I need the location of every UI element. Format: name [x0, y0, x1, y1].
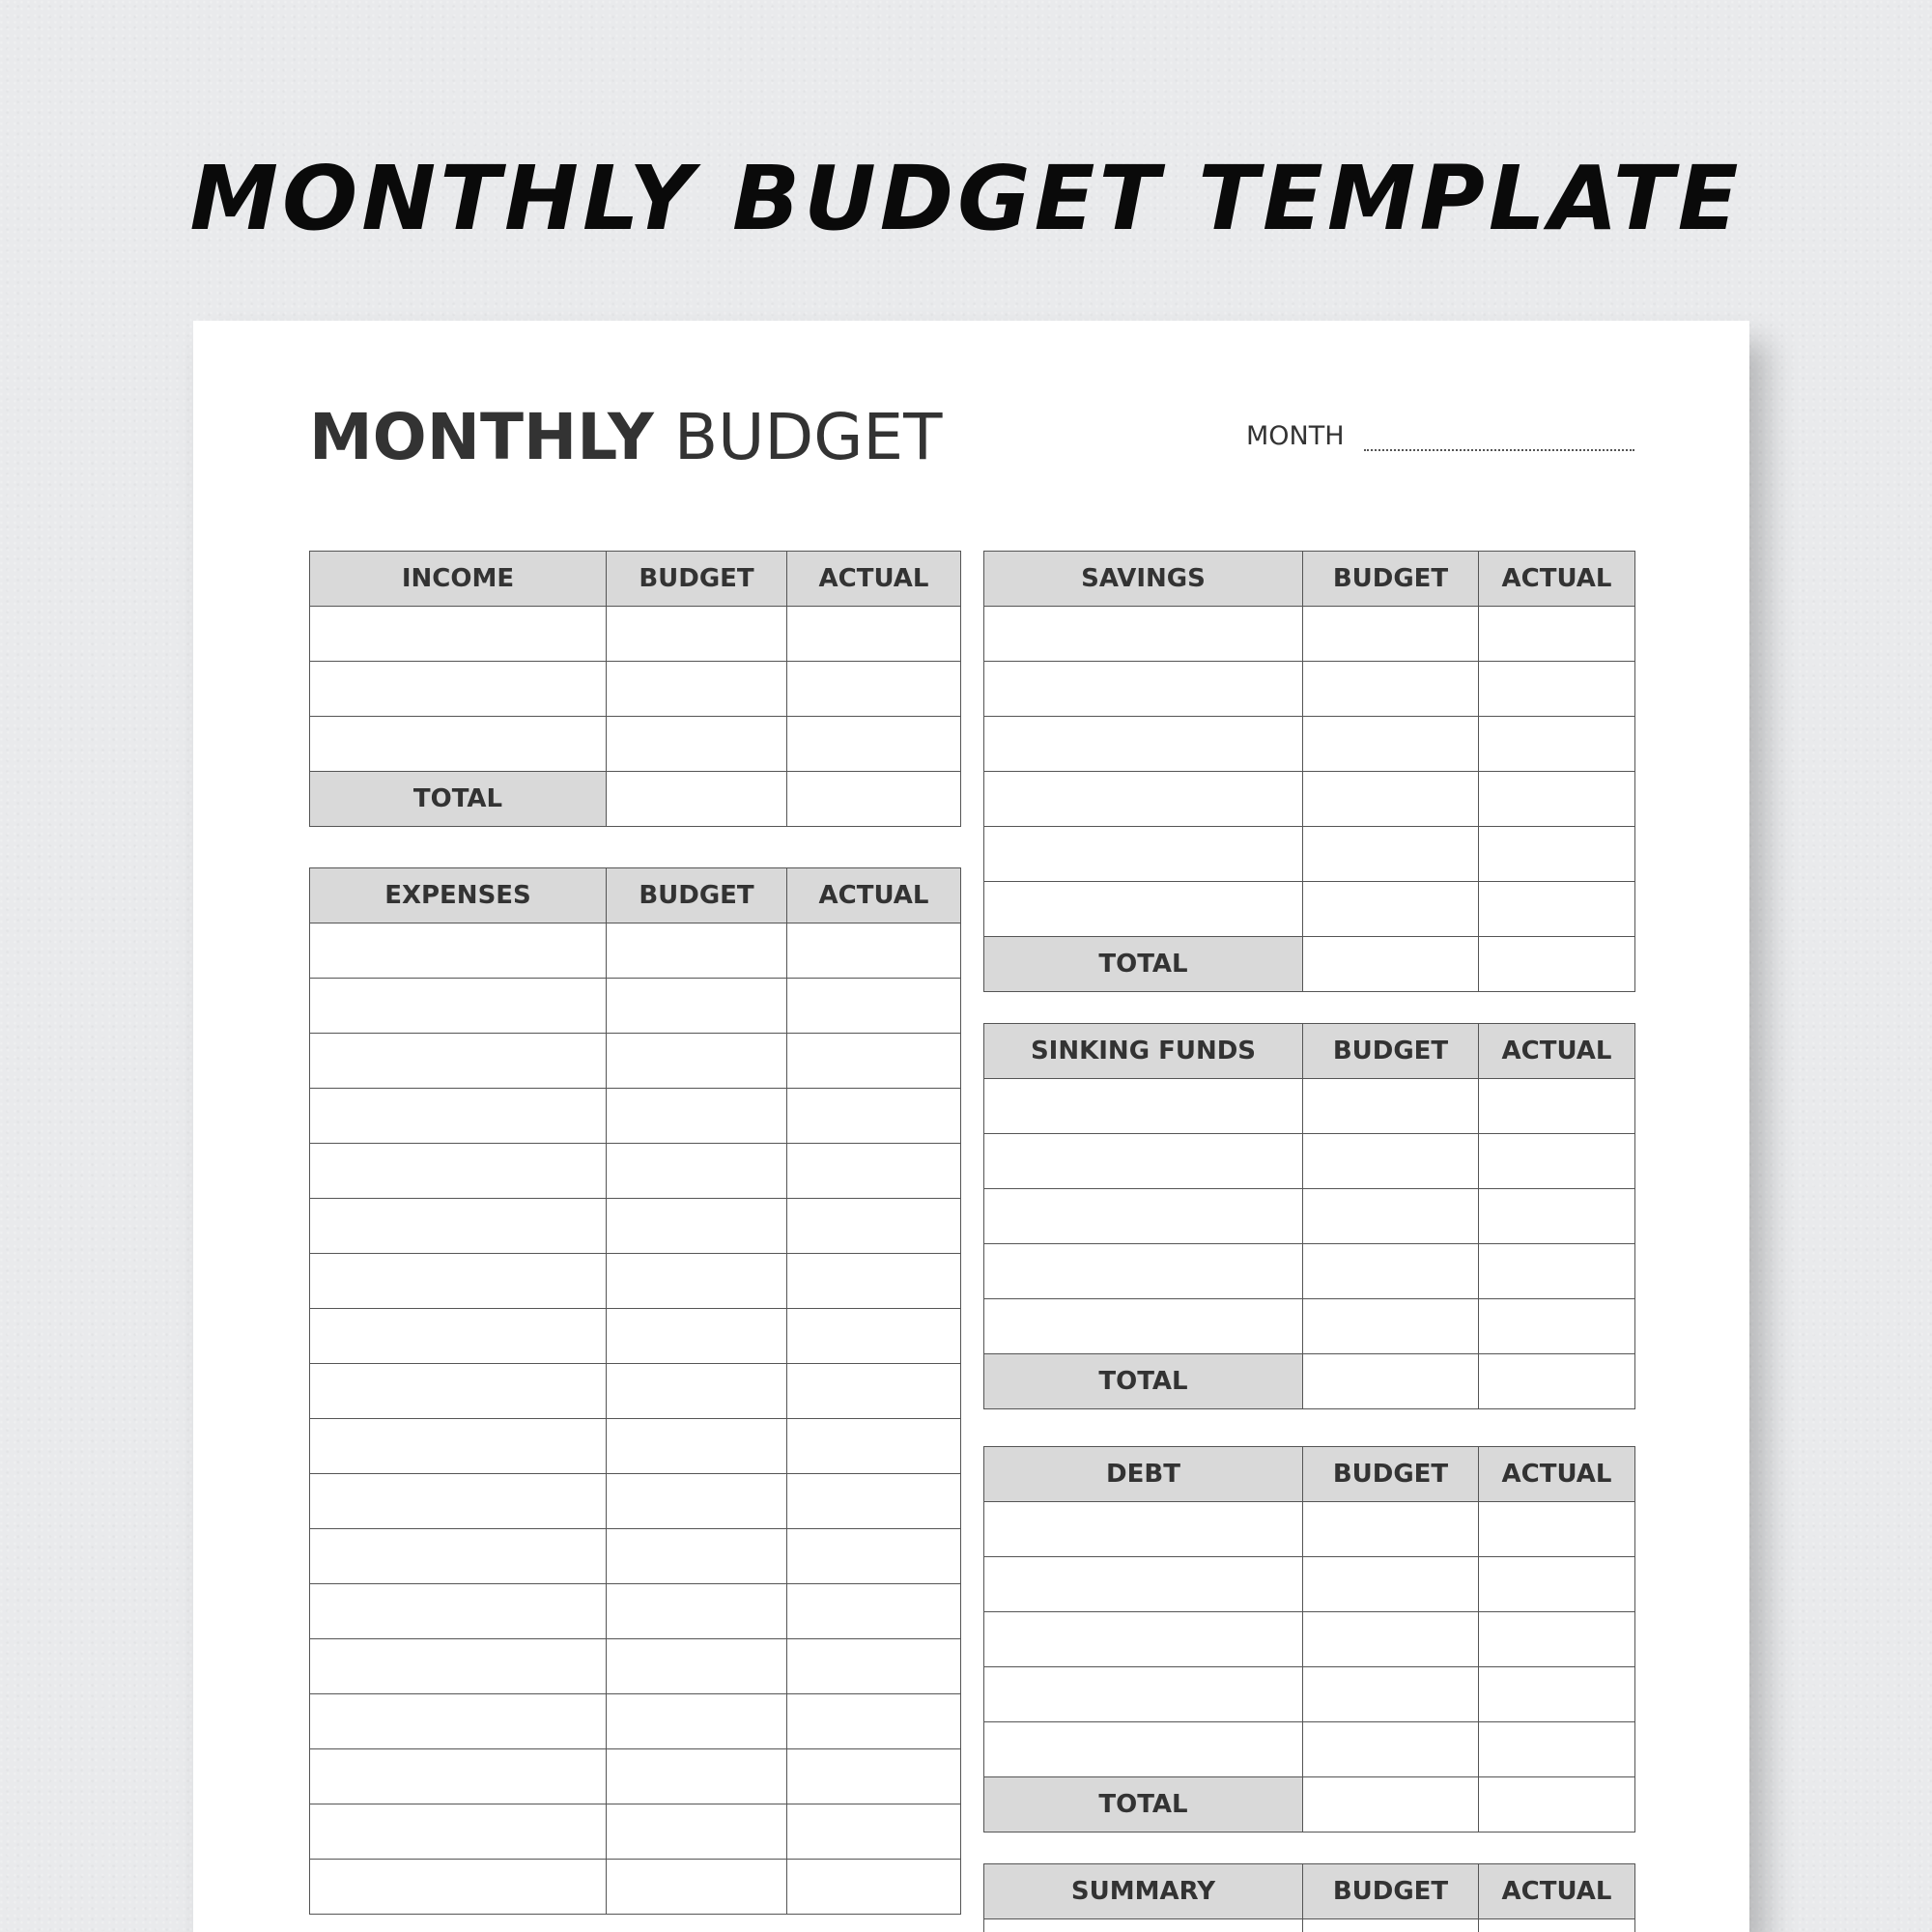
- table-row: [984, 1244, 1635, 1299]
- item-cell[interactable]: [310, 923, 607, 979]
- table-row: [310, 1639, 961, 1694]
- actual-column-header: ACTUAL: [1479, 1447, 1635, 1502]
- actual-cell[interactable]: [1479, 1299, 1635, 1354]
- actual-cell[interactable]: [787, 1144, 961, 1199]
- actual-cell[interactable]: [787, 1364, 961, 1419]
- table-row: [984, 1919, 1635, 1932]
- budget-column-header: BUDGET: [607, 552, 787, 607]
- table-row: [310, 1089, 961, 1144]
- actual-cell[interactable]: [787, 1639, 961, 1694]
- item-cell[interactable]: [984, 772, 1303, 827]
- item-cell[interactable]: [310, 662, 607, 717]
- table-row: [984, 607, 1635, 662]
- budget-column-header: BUDGET: [1303, 1024, 1479, 1079]
- table-row: [310, 979, 961, 1034]
- actual-cell[interactable]: [1479, 607, 1635, 662]
- expenses-table: [309, 867, 961, 1915]
- table-row: [310, 1749, 961, 1804]
- total-actual-cell[interactable]: [1479, 937, 1635, 992]
- item-cell[interactable]: [310, 1749, 607, 1804]
- table-row: [310, 607, 961, 662]
- item-cell[interactable]: [310, 979, 607, 1034]
- budget-cell[interactable]: [1303, 1134, 1479, 1189]
- summary-title: SUMMARY: [984, 1864, 1303, 1919]
- table-row: [984, 1612, 1635, 1667]
- actual-cell[interactable]: [787, 1089, 961, 1144]
- sinking-funds-table: [983, 1023, 1635, 1409]
- table-row: [984, 1299, 1635, 1354]
- table-row: [310, 1584, 961, 1639]
- budget-cell[interactable]: [607, 1419, 787, 1474]
- item-cell[interactable]: [984, 717, 1303, 772]
- item-cell[interactable]: [310, 1694, 607, 1749]
- summary-table: [983, 1863, 1635, 1932]
- actual-cell[interactable]: [1479, 1244, 1635, 1299]
- item-cell[interactable]: [984, 1079, 1303, 1134]
- table-row: [310, 1364, 961, 1419]
- table-row: [310, 1694, 961, 1749]
- table-row: [310, 1860, 961, 1915]
- table-row: [984, 1667, 1635, 1722]
- table-header-row: [984, 552, 1635, 607]
- sheet-heading-light: BUDGET: [673, 400, 943, 474]
- savings-table: [983, 551, 1635, 992]
- table-row: [310, 1419, 961, 1474]
- month-label: MONTH: [1246, 421, 1345, 451]
- table-header-row: [984, 1447, 1635, 1502]
- table-row: [310, 923, 961, 979]
- table-row: [984, 827, 1635, 882]
- actual-cell[interactable]: [1479, 1667, 1635, 1722]
- budget-cell[interactable]: [607, 717, 787, 772]
- income-table: [309, 551, 961, 827]
- actual-cell[interactable]: [787, 1749, 961, 1804]
- budget-cell[interactable]: [607, 1144, 787, 1199]
- actual-cell[interactable]: [1479, 1502, 1635, 1557]
- item-cell[interactable]: [984, 1134, 1303, 1189]
- budget-sheet: [193, 321, 1749, 1932]
- table-row: [984, 1189, 1635, 1244]
- debt-title: DEBT: [984, 1447, 1303, 1502]
- item-cell[interactable]: [310, 1254, 607, 1309]
- actual-cell[interactable]: [1479, 1134, 1635, 1189]
- total-label: TOTAL: [310, 772, 607, 827]
- budget-cell[interactable]: [1303, 607, 1479, 662]
- item-cell[interactable]: [984, 827, 1303, 882]
- budget-cell[interactable]: [1303, 1722, 1479, 1777]
- table-row: [310, 1199, 961, 1254]
- table-row: [984, 1722, 1635, 1777]
- budget-cell[interactable]: [607, 1199, 787, 1254]
- budget-cell[interactable]: [607, 979, 787, 1034]
- sheet-heading-bold: MONTHLY: [309, 400, 654, 474]
- budget-cell[interactable]: [1303, 1244, 1479, 1299]
- item-cell[interactable]: [310, 607, 607, 662]
- budget-cell[interactable]: [1303, 1557, 1479, 1612]
- item-cell[interactable]: [310, 1364, 607, 1419]
- budget-cell[interactable]: [607, 1749, 787, 1804]
- budget-cell[interactable]: [1303, 827, 1479, 882]
- budget-cell[interactable]: [1303, 1079, 1479, 1134]
- total-row: [984, 1777, 1635, 1833]
- actual-cell[interactable]: [787, 1860, 961, 1915]
- actual-column-header: ACTUAL: [1479, 1864, 1635, 1919]
- actual-cell[interactable]: [1479, 662, 1635, 717]
- budget-cell[interactable]: [1303, 1667, 1479, 1722]
- total-actual-cell[interactable]: [1479, 1354, 1635, 1409]
- table-header-row: [984, 1864, 1635, 1919]
- budget-cell[interactable]: [607, 1860, 787, 1915]
- budget-cell[interactable]: [607, 923, 787, 979]
- table-row: [310, 662, 961, 717]
- table-row: [984, 717, 1635, 772]
- actual-cell[interactable]: [787, 1034, 961, 1089]
- total-row: [984, 937, 1635, 992]
- actual-cell[interactable]: [787, 1254, 961, 1309]
- actual-cell[interactable]: [787, 717, 961, 772]
- budget-cell[interactable]: [607, 1364, 787, 1419]
- item-cell[interactable]: [310, 1309, 607, 1364]
- table-row: [310, 1034, 961, 1089]
- budget-cell[interactable]: [1303, 717, 1479, 772]
- budget-cell[interactable]: [607, 1529, 787, 1584]
- budget-cell[interactable]: [1303, 1299, 1479, 1354]
- table-row: [310, 1804, 961, 1860]
- actual-cell[interactable]: [1479, 1079, 1635, 1134]
- table-row: [984, 1134, 1635, 1189]
- total-row: [310, 772, 961, 827]
- item-cell[interactable]: [310, 1860, 607, 1915]
- actual-cell[interactable]: [787, 1804, 961, 1860]
- item-cell[interactable]: [310, 1584, 607, 1639]
- table-header-row: [984, 1024, 1635, 1079]
- actual-cell[interactable]: [787, 1419, 961, 1474]
- budget-cell[interactable]: [607, 1309, 787, 1364]
- item-cell[interactable]: [984, 1919, 1303, 1932]
- actual-cell[interactable]: [1479, 772, 1635, 827]
- total-budget-cell[interactable]: [1303, 1354, 1479, 1409]
- budget-cell[interactable]: [607, 1804, 787, 1860]
- savings-title: SAVINGS: [984, 552, 1303, 607]
- budget-cell[interactable]: [1303, 772, 1479, 827]
- item-cell[interactable]: [984, 1244, 1303, 1299]
- table-header-row: [310, 552, 961, 607]
- actual-cell[interactable]: [787, 662, 961, 717]
- actual-cell[interactable]: [787, 607, 961, 662]
- total-budget-cell[interactable]: [1303, 937, 1479, 992]
- total-row: [984, 1354, 1635, 1409]
- budget-cell[interactable]: [1303, 1919, 1479, 1932]
- budget-cell[interactable]: [607, 1584, 787, 1639]
- total-label: TOTAL: [984, 937, 1303, 992]
- total-actual-cell[interactable]: [787, 772, 961, 827]
- actual-cell[interactable]: [787, 1199, 961, 1254]
- item-cell[interactable]: [984, 1612, 1303, 1667]
- budget-cell[interactable]: [607, 662, 787, 717]
- item-cell[interactable]: [984, 1722, 1303, 1777]
- budget-column-header: BUDGET: [1303, 1447, 1479, 1502]
- month-input-line[interactable]: [1364, 449, 1634, 451]
- budget-cell[interactable]: [607, 607, 787, 662]
- table-row: [984, 1502, 1635, 1557]
- table-row: [310, 1474, 961, 1529]
- budget-cell[interactable]: [607, 1034, 787, 1089]
- item-cell[interactable]: [310, 717, 607, 772]
- item-cell[interactable]: [310, 1199, 607, 1254]
- actual-cell[interactable]: [1479, 1557, 1635, 1612]
- sinking-title: SINKING FUNDS: [984, 1024, 1303, 1079]
- actual-cell[interactable]: [787, 1694, 961, 1749]
- actual-cell[interactable]: [1479, 827, 1635, 882]
- item-cell[interactable]: [984, 1557, 1303, 1612]
- budget-cell[interactable]: [1303, 1189, 1479, 1244]
- budget-cell[interactable]: [607, 1474, 787, 1529]
- item-cell[interactable]: [984, 1299, 1303, 1354]
- actual-cell[interactable]: [787, 1309, 961, 1364]
- budget-column-header: BUDGET: [1303, 1864, 1479, 1919]
- item-cell[interactable]: [984, 662, 1303, 717]
- actual-cell[interactable]: [787, 1584, 961, 1639]
- item-cell[interactable]: [310, 1144, 607, 1199]
- income-title: INCOME: [310, 552, 607, 607]
- item-cell[interactable]: [310, 1804, 607, 1860]
- budget-cell[interactable]: [607, 1694, 787, 1749]
- budget-column-header: BUDGET: [607, 868, 787, 923]
- table-row: [310, 1144, 961, 1199]
- actual-cell[interactable]: [1479, 1919, 1635, 1932]
- budget-cell[interactable]: [1303, 1502, 1479, 1557]
- item-cell[interactable]: [984, 1189, 1303, 1244]
- item-cell[interactable]: [984, 882, 1303, 937]
- item-cell[interactable]: [984, 607, 1303, 662]
- item-cell[interactable]: [310, 1089, 607, 1144]
- actual-cell[interactable]: [787, 979, 961, 1034]
- expenses-title: EXPENSES: [310, 868, 607, 923]
- item-cell[interactable]: [310, 1034, 607, 1089]
- budget-cell[interactable]: [607, 1639, 787, 1694]
- actual-cell[interactable]: [787, 923, 961, 979]
- table-row: [984, 662, 1635, 717]
- actual-column-header: ACTUAL: [1479, 1024, 1635, 1079]
- total-budget-cell[interactable]: [1303, 1777, 1479, 1833]
- actual-cell[interactable]: [1479, 1189, 1635, 1244]
- item-cell[interactable]: [984, 1667, 1303, 1722]
- actual-cell[interactable]: [787, 1474, 961, 1529]
- actual-cell[interactable]: [1479, 1722, 1635, 1777]
- table-row: [310, 1309, 961, 1364]
- total-actual-cell[interactable]: [1479, 1777, 1635, 1833]
- actual-cell[interactable]: [787, 1529, 961, 1584]
- item-cell[interactable]: [310, 1529, 607, 1584]
- budget-column-header: BUDGET: [1303, 552, 1479, 607]
- table-row: [984, 1557, 1635, 1612]
- actual-column-header: ACTUAL: [787, 868, 961, 923]
- total-label: TOTAL: [984, 1354, 1303, 1409]
- total-label: TOTAL: [984, 1777, 1303, 1833]
- total-budget-cell[interactable]: [607, 772, 787, 827]
- table-row: [984, 1079, 1635, 1134]
- sheet-heading: [309, 400, 943, 474]
- table-row: [310, 1529, 961, 1584]
- actual-cell[interactable]: [1479, 717, 1635, 772]
- item-cell[interactable]: [310, 1419, 607, 1474]
- table-row: [310, 1254, 961, 1309]
- banner-title: MONTHLY BUDGET TEMPLATE: [189, 147, 1743, 250]
- item-cell[interactable]: [310, 1474, 607, 1529]
- item-cell[interactable]: [310, 1639, 607, 1694]
- budget-cell[interactable]: [607, 1254, 787, 1309]
- budget-cell[interactable]: [1303, 882, 1479, 937]
- item-cell[interactable]: [984, 1502, 1303, 1557]
- actual-cell[interactable]: [1479, 1612, 1635, 1667]
- actual-column-header: ACTUAL: [1479, 552, 1635, 607]
- table-row: [984, 882, 1635, 937]
- budget-cell[interactable]: [607, 1089, 787, 1144]
- actual-cell[interactable]: [1479, 882, 1635, 937]
- table-header-row: [310, 868, 961, 923]
- table-row: [310, 717, 961, 772]
- actual-column-header: ACTUAL: [787, 552, 961, 607]
- budget-cell[interactable]: [1303, 662, 1479, 717]
- table-row: [984, 772, 1635, 827]
- debt-table: [983, 1446, 1635, 1833]
- budget-cell[interactable]: [1303, 1612, 1479, 1667]
